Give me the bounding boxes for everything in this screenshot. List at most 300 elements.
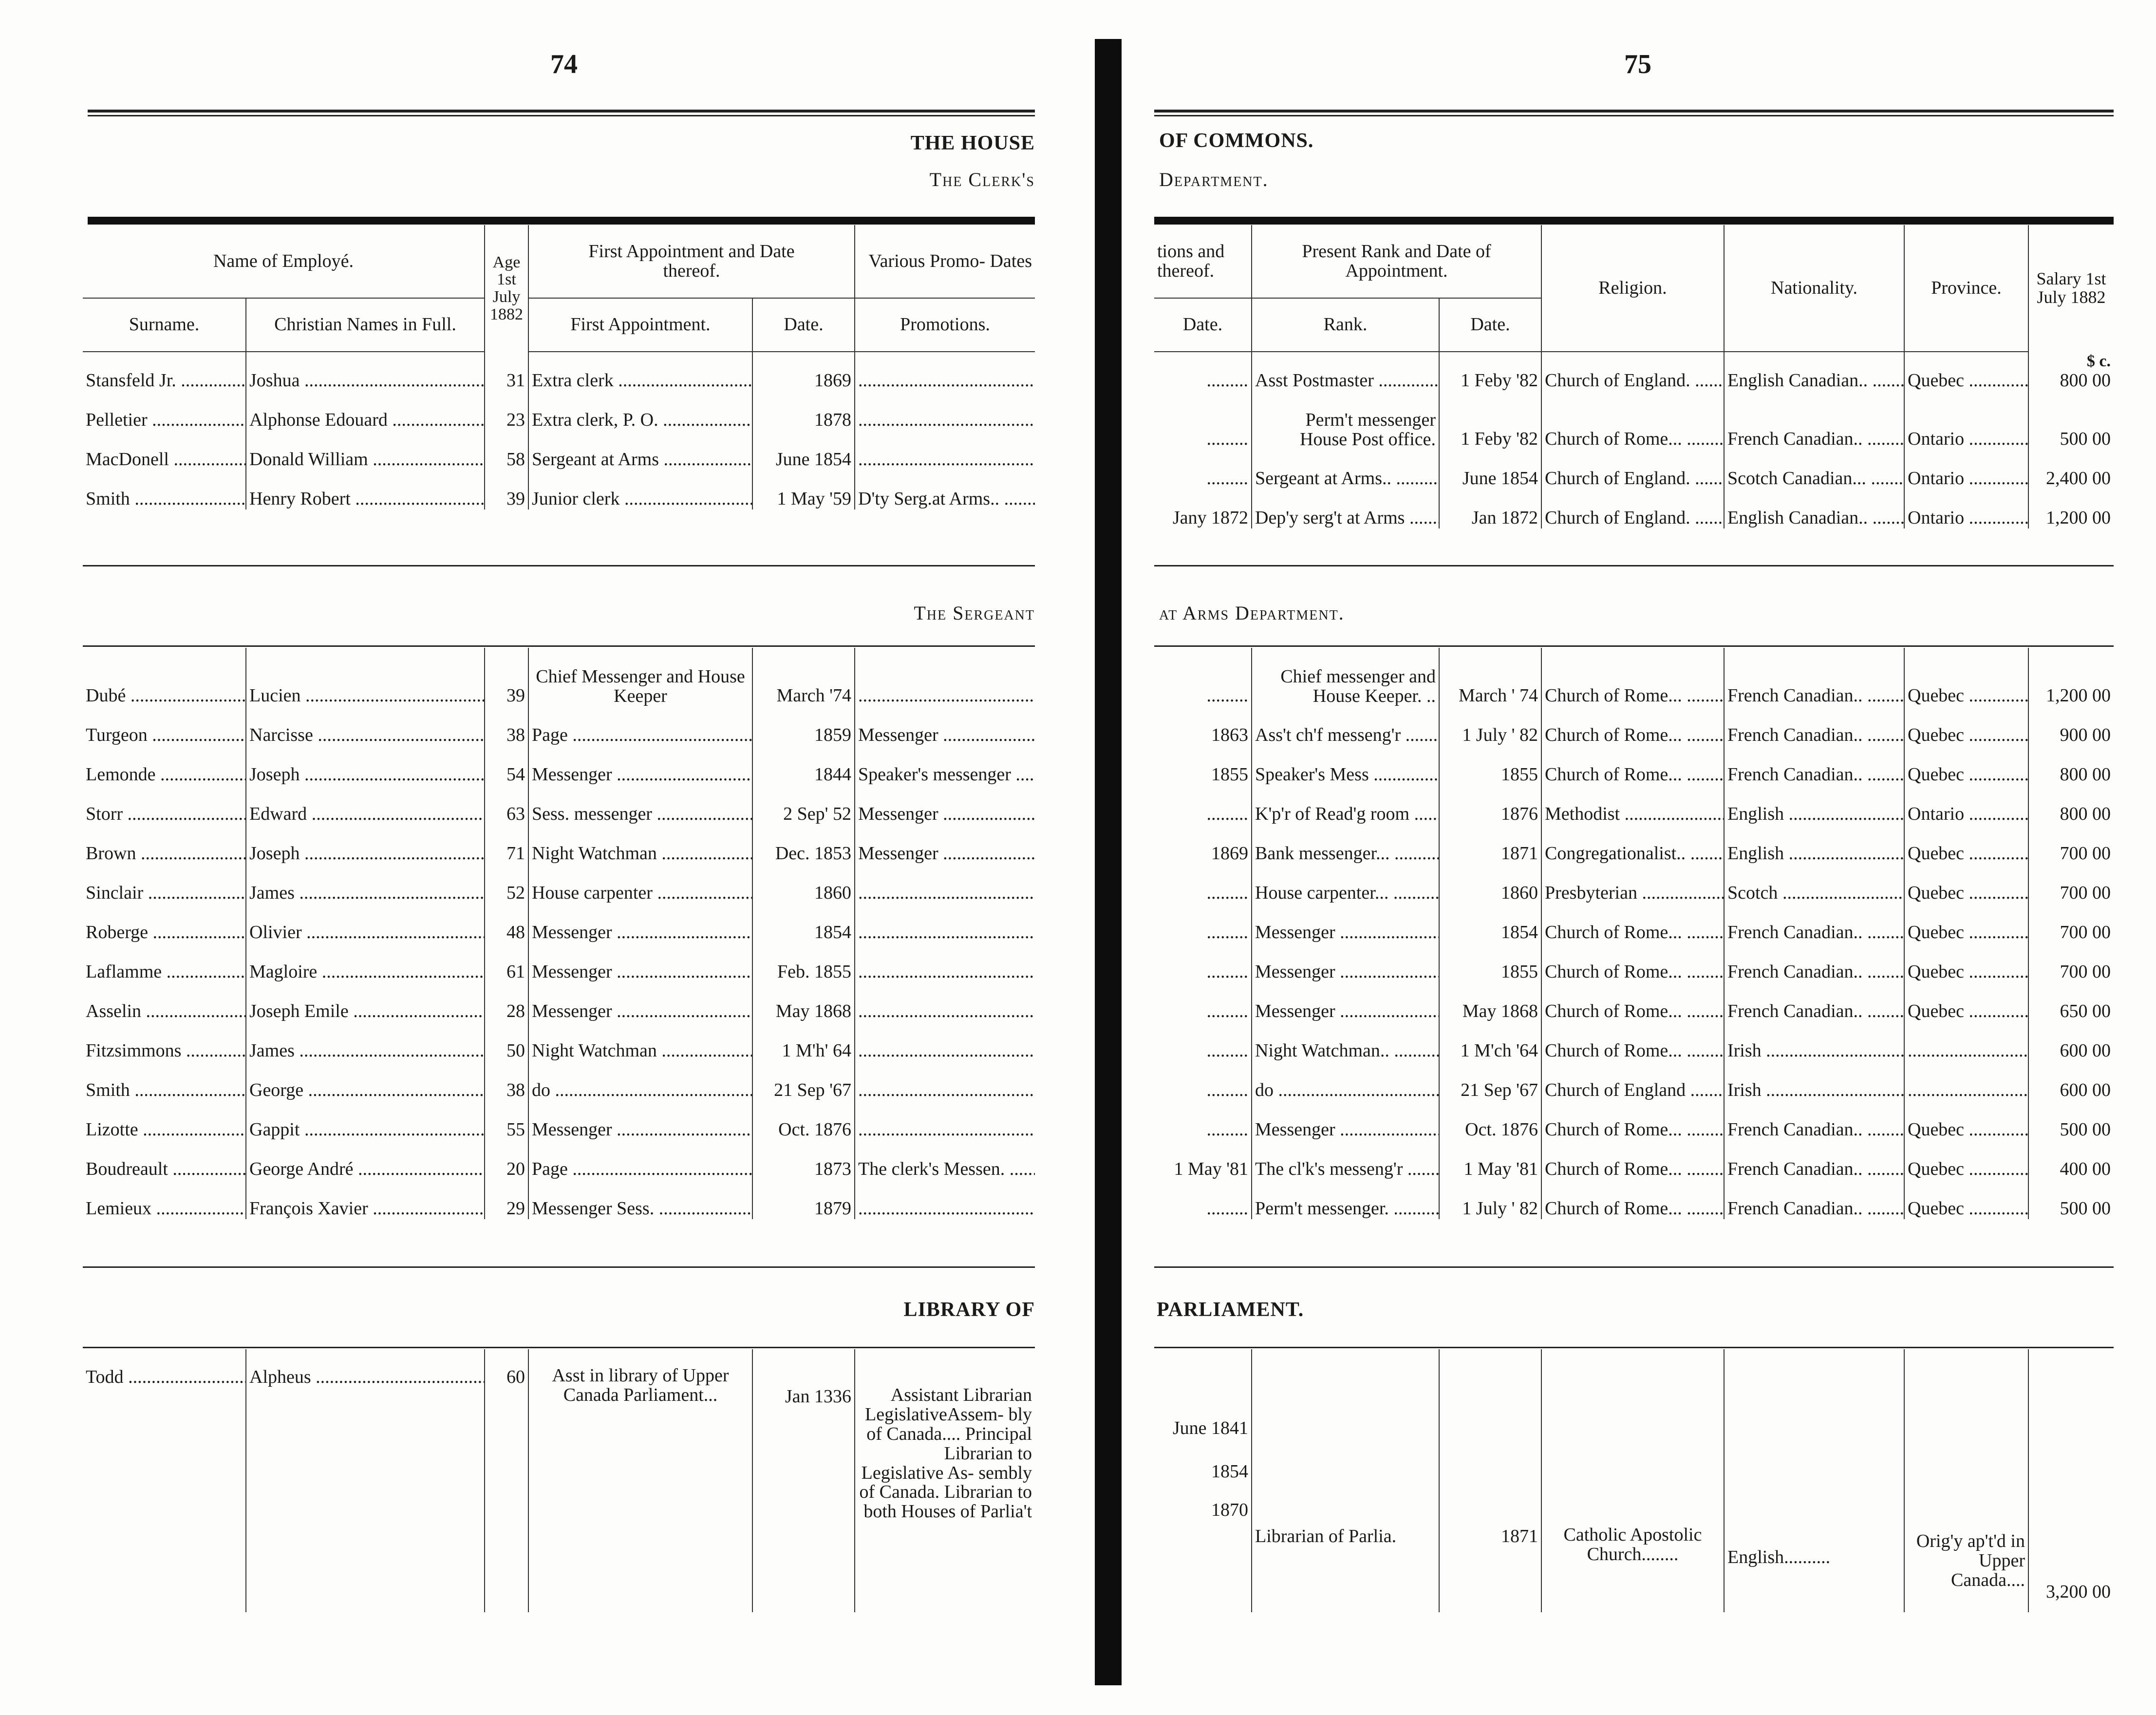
- christian-cell: Joseph .....: [246, 825, 485, 864]
- rank-date-cell: 1 July ' 82: [1439, 706, 1541, 746]
- religion-cell: Church of Rome... .....: [1541, 746, 1724, 785]
- table-row: [83, 746, 1035, 785]
- salary-cell: 400 00: [2028, 1140, 2114, 1180]
- table-row: [1154, 864, 2114, 904]
- table-row: [83, 648, 1035, 706]
- table-row: [1154, 706, 2114, 746]
- table-row: [83, 1101, 1035, 1140]
- nationality-cell: French Canadian.. .....: [1724, 706, 1904, 746]
- section-title-commons: OF COMMONS.: [1159, 130, 1314, 152]
- nationality-cell: French Canadian.. .....: [1724, 982, 1904, 1022]
- table-row: [83, 904, 1035, 943]
- first-appointment-cell: Extra clerk .....: [528, 352, 752, 391]
- promo-date-cell: .........: [1206, 1040, 1248, 1061]
- rank-cell: Messenger .....: [1252, 1101, 1439, 1140]
- nationality-cell: English .....: [1724, 825, 1904, 864]
- religion-cell: Congregationalist.. .....: [1541, 825, 1724, 864]
- nationality-cell: Irish .....: [1724, 1022, 1904, 1061]
- table-row: [83, 1061, 1035, 1101]
- rank-cell: Night Watchman.. .....: [1252, 1022, 1439, 1061]
- date-cell: 2 Sep' 52: [752, 785, 855, 825]
- province-cell: Quebec .....: [1904, 982, 2028, 1022]
- date-cell: Oct. 1876: [752, 1101, 855, 1140]
- table-row: [83, 864, 1035, 904]
- promo-date-cell: 1863: [1211, 725, 1248, 745]
- left-header-table: [83, 225, 1035, 352]
- table-row: [1154, 746, 2114, 785]
- christian-cell: Joshua .....: [246, 352, 485, 391]
- first-appointment-cell: Night Watchman .....: [528, 825, 752, 864]
- province-cell: Ontario .....: [1904, 785, 2028, 825]
- surname-cell: Storr .....: [83, 785, 246, 825]
- rule: [1154, 1347, 2114, 1348]
- promotions-cell: [855, 864, 1035, 904]
- section-title-library: PARLIAMENT.: [1157, 1299, 1304, 1321]
- religion-cell: Church of Rome... .....: [1541, 1101, 1724, 1140]
- rank-cell: Bank messenger... .....: [1252, 825, 1439, 864]
- surname-cell: Lemonde .....: [83, 746, 246, 785]
- christian-cell: James .....: [246, 1022, 485, 1061]
- nationality-cell: Scotch .....: [1724, 864, 1904, 904]
- promo-date-cell: 1 May '81: [1174, 1159, 1248, 1179]
- header-province: Province.: [1904, 225, 2028, 352]
- promotions-cell: [855, 648, 1035, 706]
- province-cell: Ontario .....: [1904, 489, 2028, 528]
- age-cell: 23: [485, 391, 528, 431]
- age-cell: 31: [485, 352, 528, 391]
- table-row: [83, 825, 1035, 864]
- section-title-clerks: The Clerk's: [929, 169, 1035, 190]
- nationality-cell: English..........: [1724, 1349, 1904, 1612]
- rank-date-cell: 1 Feby '82: [1439, 391, 1541, 450]
- promotions-cell: D'ty Serg.at Arms.. .....: [855, 470, 1035, 509]
- christian-cell: Joseph .....: [246, 746, 485, 785]
- rank-date-cell: 1854: [1439, 904, 1541, 943]
- table-row: [83, 706, 1035, 746]
- right-page: [1154, 0, 2156, 1715]
- surname-cell: Fitzsimmons .....: [83, 1022, 246, 1061]
- nationality-cell: French Canadian.. .....: [1724, 1180, 1904, 1219]
- header-date: Date.: [1154, 298, 1252, 352]
- right-header-table: [1154, 225, 2114, 352]
- header-christian: Christian Names in Full.: [246, 298, 485, 352]
- table-row: [1154, 943, 2114, 982]
- heavy-rule: [1154, 217, 2114, 225]
- nationality-cell: Irish .....: [1724, 1061, 1904, 1101]
- religion-cell: Church of Rome... .....: [1541, 982, 1724, 1022]
- rank-date-cell: 1 May '81: [1439, 1140, 1541, 1180]
- table-row: [83, 982, 1035, 1022]
- salary-cell: 700 00: [2028, 864, 2114, 904]
- left-page: [0, 0, 1071, 1715]
- left-clerks-table: [83, 352, 1035, 509]
- table-row: [1154, 352, 2114, 391]
- left-library-table: [83, 1349, 1035, 1612]
- christian-cell: Gappit .....: [246, 1101, 485, 1140]
- province-cell: Quebec .....: [1904, 825, 2028, 864]
- province-cell: Ontario .....: [1904, 450, 2028, 489]
- promo-date-cell: .........: [1206, 1198, 1248, 1219]
- promo-date-cell: .........: [1206, 468, 1248, 489]
- promotions-cell: [855, 943, 1035, 982]
- christian-cell: François Xavier .....: [246, 1180, 485, 1219]
- table-row: [1154, 1349, 2114, 1612]
- religion-cell: Methodist .....: [1541, 785, 1724, 825]
- date-cell: May 1868: [752, 982, 855, 1022]
- promotions-cell: [855, 982, 1035, 1022]
- religion-cell: Church of England. .....: [1541, 450, 1724, 489]
- rank-date-cell: 21 Sep '67: [1439, 1061, 1541, 1101]
- table-row: [83, 352, 1035, 391]
- date-cell: Dec. 1853: [752, 825, 855, 864]
- christian-cell: Donald William .....: [246, 431, 485, 470]
- age-cell: 71: [485, 825, 528, 864]
- header-promo-date-group: tions and thereof.: [1154, 225, 1252, 298]
- nationality-cell: French Canadian.. .....: [1724, 1101, 1904, 1140]
- rank-date-cell: 1 M'ch '64: [1439, 1022, 1541, 1061]
- nationality-cell: French Canadian.. .....: [1724, 904, 1904, 943]
- first-appointment-cell: Night Watchman .....: [528, 1022, 752, 1061]
- rank-cell: Speaker's Mess .....: [1252, 746, 1439, 785]
- section-title-library: LIBRARY OF: [903, 1299, 1035, 1321]
- rank-date-cell: 1876: [1439, 785, 1541, 825]
- table-row: [1154, 489, 2114, 528]
- salary-cell: 3,200 00: [2028, 1349, 2114, 1612]
- promo-date-cell: .........: [1206, 370, 1248, 391]
- date-cell: Feb. 1855: [752, 943, 855, 982]
- right-clerks-table: [1154, 352, 2114, 528]
- promo-date-cell: .........: [1206, 922, 1248, 942]
- nationality-cell: Scotch Canadian... .....: [1724, 450, 1904, 489]
- rank-date-cell: 1855: [1439, 746, 1541, 785]
- promo-date-cell: Jany 1872: [1172, 508, 1248, 528]
- age-cell: 54: [485, 746, 528, 785]
- section-title-department: Department.: [1159, 169, 1269, 190]
- surname-cell: Todd .....: [83, 1349, 246, 1612]
- header-nationality: Nationality.: [1724, 225, 1904, 352]
- salary-cell: 700 00: [2028, 825, 2114, 864]
- rank-date-cell: March ' 74: [1439, 648, 1541, 706]
- christian-cell: George .....: [246, 1061, 485, 1101]
- first-appointment-cell: Messenger .....: [528, 943, 752, 982]
- rank-date-cell: 1871: [1439, 825, 1541, 864]
- promo-date-cell: .........: [1206, 1119, 1248, 1140]
- surname-cell: Boudreault .....: [83, 1140, 246, 1180]
- promo-date-cell: .........: [1206, 961, 1248, 982]
- rank-cell: Sergeant at Arms.. .....: [1252, 450, 1439, 489]
- first-appointment-cell: Messenger .....: [528, 1101, 752, 1140]
- salary-cell: 500 00: [2028, 1101, 2114, 1140]
- table-row: [83, 1180, 1035, 1219]
- age-cell: 38: [485, 706, 528, 746]
- promo-date-cell: .........: [1206, 883, 1248, 903]
- promo-date-cell: .........: [1206, 1001, 1248, 1021]
- salary-cell: 600 00: [2028, 1022, 2114, 1061]
- promo-date-cell: 1869: [1211, 843, 1248, 864]
- age-cell: 63: [485, 785, 528, 825]
- table-row: [1154, 1061, 2114, 1101]
- currency-label: $ c.: [2086, 352, 2111, 370]
- rank-cell: Asst Postmaster .....: [1252, 352, 1439, 391]
- first-appointment-cell: Page .....: [528, 706, 752, 746]
- province-cell: Quebec .....: [1904, 1101, 2028, 1140]
- surname-cell: Asselin .....: [83, 982, 246, 1022]
- right-sergeant-table: [1154, 648, 2114, 1219]
- province-cell: Quebec .....: [1904, 352, 2028, 391]
- surname-cell: Roberge .....: [83, 904, 246, 943]
- header-salary: Salary 1st July 1882: [2028, 225, 2114, 352]
- christian-cell: Henry Robert .....: [246, 470, 485, 509]
- nationality-cell: French Canadian.. .....: [1724, 1140, 1904, 1180]
- promo-date-2: 1854: [1211, 1461, 1248, 1482]
- province-cell: Quebec .....: [1904, 904, 2028, 943]
- first-appointment-cell: Messenger .....: [528, 904, 752, 943]
- religion-cell: Church of Rome... .....: [1541, 1180, 1724, 1219]
- promotions-cell: Messenger .....: [855, 706, 1035, 746]
- salary-cell: 700 00: [2028, 904, 2114, 943]
- surname-cell: Stansfeld Jr. .....: [83, 352, 246, 391]
- rank-date-cell: 1855: [1439, 943, 1541, 982]
- rank-date-cell: Oct. 1876: [1439, 1101, 1541, 1140]
- nationality-cell: French Canadian.. .....: [1724, 746, 1904, 785]
- promotions-cell: Messenger .....: [855, 785, 1035, 825]
- religion-cell: Church of Rome... .....: [1541, 648, 1724, 706]
- table-row: [1154, 825, 2114, 864]
- province-cell: Quebec .....: [1904, 864, 2028, 904]
- province-cell: Ontario .....: [1904, 391, 2028, 450]
- promotions-cell: Speaker's messenger .....: [855, 746, 1035, 785]
- first-appointment-cell: House carpenter .....: [528, 864, 752, 904]
- first-cell: Asst in library of Upper Canada Parliament...: [528, 1349, 752, 1612]
- rank-date-cell: Jan 1872: [1439, 489, 1541, 528]
- religion-cell: Church of Rome... .....: [1541, 943, 1724, 982]
- nationality-cell: French Canadian.. .....: [1724, 943, 1904, 982]
- date-cell: 1859: [752, 706, 855, 746]
- christian-cell: Olivier .....: [246, 904, 485, 943]
- surname-cell: Pelletier .....: [83, 391, 246, 431]
- date-cell: 1873: [752, 1140, 855, 1180]
- salary-cell: $ c. 800 00: [2028, 352, 2114, 391]
- rule: [83, 1266, 1035, 1268]
- table-row: [83, 785, 1035, 825]
- promo-date-cell: .........: [1206, 685, 1248, 706]
- religion-cell: Church of England. .....: [1541, 352, 1724, 391]
- first-appointment-cell: Messenger Sess. .....: [528, 1180, 752, 1219]
- religion-cell: Church of Rome... .....: [1541, 1140, 1724, 1180]
- salary-cell: 1,200 00: [2028, 648, 2114, 706]
- rank-cell: Perm't messenger. .....: [1252, 1180, 1439, 1219]
- header-religion: Religion.: [1541, 225, 1724, 352]
- promo-cell: Assistant Librarian LegislativeAssem- bly of Canada.... Principal Librarian to Legislative As- sembly of Canada. Librarian to both Houses of Parlia't: [855, 1349, 1035, 1612]
- promo-date-cell: .........: [1206, 804, 1248, 824]
- religion-cell: Church of Rome... .....: [1541, 391, 1724, 450]
- date-cell: June 1854: [752, 431, 855, 470]
- christian-cell: Alphonse Edouard .....: [246, 391, 485, 431]
- rank-date-cell: May 1868: [1439, 982, 1541, 1022]
- christian-cell: Alpheus .....: [246, 1349, 485, 1612]
- province-cell: Quebec .....: [1904, 943, 2028, 982]
- promotions-cell: [855, 352, 1035, 391]
- nationality-cell: English Canadian.. .....: [1724, 352, 1904, 391]
- section-title-sergeant: The Sergeant: [914, 602, 1035, 624]
- table-row: [1154, 1180, 2114, 1219]
- age-cell: 29: [485, 1180, 528, 1219]
- rank-date-cell: 1 Feby '82: [1439, 352, 1541, 391]
- age-cell: 48: [485, 904, 528, 943]
- christian-cell: George André .....: [246, 1140, 485, 1180]
- top-rule: [1154, 110, 2114, 116]
- religion-cell: Church of Rome... .....: [1541, 706, 1724, 746]
- rank-cell: Chief messenger and House Keeper. ..: [1252, 648, 1439, 706]
- table-row: [1154, 1101, 2114, 1140]
- age-cell: 55: [485, 1101, 528, 1140]
- religion-cell: Church of Rome... .....: [1541, 1022, 1724, 1061]
- left-sergeant-table: [83, 648, 1035, 1219]
- header-promotions: Promotions.: [855, 298, 1035, 352]
- header-present-group: Present Rank and Date of Appointment.: [1252, 225, 1541, 298]
- table-row: [1154, 648, 2114, 706]
- header-various-group: Various Promo- Dates: [855, 225, 1035, 298]
- nationality-cell: French Canadian.. .....: [1724, 648, 1904, 706]
- promotions-cell: Messenger .....: [855, 825, 1035, 864]
- promotions-cell: [855, 391, 1035, 431]
- first-appointment-cell: Sess. messenger .....: [528, 785, 752, 825]
- nationality-cell: English Canadian.. .....: [1724, 489, 1904, 528]
- salary-cell: 800 00: [2028, 785, 2114, 825]
- religion-cell: Church of Rome... .....: [1541, 904, 1724, 943]
- table-row: [83, 943, 1035, 982]
- rank-cell: Librarian of Parlia.: [1252, 1349, 1439, 1612]
- rule: [83, 565, 1035, 566]
- header-date: Date.: [752, 298, 855, 352]
- salary-cell: 900 00: [2028, 706, 2114, 746]
- book-spine: [1095, 39, 1122, 1685]
- salary-cell: 2,400 00: [2028, 450, 2114, 489]
- rank-cell: The cl'k's messeng'r .....: [1252, 1140, 1439, 1180]
- promo-date-3: 1870: [1211, 1500, 1248, 1520]
- table-row: [1154, 391, 2114, 450]
- table-row: [1154, 982, 2114, 1022]
- surname-cell: Dubé .....: [83, 648, 246, 706]
- heavy-rule: [88, 217, 1035, 225]
- province-cell: Orig'y ap't'd in Upper Canada....: [1904, 1349, 2028, 1612]
- promotions-cell: [855, 1101, 1035, 1140]
- promotions-cell: [855, 1022, 1035, 1061]
- rank-cell: K'p'r of Read'g room .....: [1252, 785, 1439, 825]
- age-cell: 58: [485, 431, 528, 470]
- surname-cell: Turgeon .....: [83, 706, 246, 746]
- rank-date-cell: 1 July ' 82: [1439, 1180, 1541, 1219]
- surname-cell: Smith .....: [83, 1061, 246, 1101]
- header-rank: Rank.: [1252, 298, 1439, 352]
- top-rule: [88, 110, 1035, 116]
- header-age: Age 1st July 1882: [485, 225, 528, 352]
- rank-date-cell: June 1854: [1439, 450, 1541, 489]
- rank-cell: Messenger .....: [1252, 943, 1439, 982]
- rank-cell: do .....: [1252, 1061, 1439, 1101]
- first-appointment-cell: do .....: [528, 1061, 752, 1101]
- table-row: [1154, 785, 2114, 825]
- province-cell: [1904, 1061, 2028, 1101]
- rule: [83, 1347, 1035, 1348]
- table-row: [1154, 450, 2114, 489]
- first-appointment-cell: Junior clerk .....: [528, 470, 752, 509]
- surname-cell: Lizotte .....: [83, 1101, 246, 1140]
- rank-cell: Messenger .....: [1252, 904, 1439, 943]
- rank-cell: House carpenter... .....: [1252, 864, 1439, 904]
- province-cell: Quebec .....: [1904, 648, 2028, 706]
- date-cell: 1854: [752, 904, 855, 943]
- religion-cell: Catholic Apostolic Church........: [1541, 1349, 1724, 1612]
- rule: [1154, 565, 2114, 566]
- age-cell: 20: [485, 1140, 528, 1180]
- age-cell: 39: [485, 470, 528, 509]
- promo-date-1: June 1841: [1172, 1418, 1248, 1438]
- promo-date-cell: [1154, 1349, 1252, 1612]
- promotions-cell: [855, 1180, 1035, 1219]
- date-cell: 21 Sep '67: [752, 1061, 855, 1101]
- date-cell: 1844: [752, 746, 855, 785]
- province-cell: [1904, 1022, 2028, 1061]
- first-appointment-cell: Chief Messenger and House Keeper: [528, 648, 752, 706]
- table-row: [83, 431, 1035, 470]
- religion-cell: Church of England .....: [1541, 1061, 1724, 1101]
- first-appointment-cell: Extra clerk, P. O. .....: [528, 391, 752, 431]
- table-row: [1154, 1022, 2114, 1061]
- table-row: [83, 1140, 1035, 1180]
- rank-cell: Ass't ch'f messeng'r .....: [1252, 706, 1439, 746]
- surname-cell: Brown .....: [83, 825, 246, 864]
- promotions-cell: [855, 1061, 1035, 1101]
- header-first-group: First Appointment and Date thereof.: [528, 225, 855, 298]
- christian-cell: Narcisse .....: [246, 706, 485, 746]
- right-library-table: [1154, 1349, 2114, 1612]
- christian-cell: Magloire .....: [246, 943, 485, 982]
- table-row: [83, 1022, 1035, 1061]
- christian-cell: James .....: [246, 864, 485, 904]
- promotions-cell: The clerk's Messen. .....: [855, 1140, 1035, 1180]
- header-surname: Surname.: [83, 298, 246, 352]
- header-name-group: Name of Employé.: [83, 225, 485, 298]
- salary-cell: 700 00: [2028, 943, 2114, 982]
- rank-cell: Messenger .....: [1252, 982, 1439, 1022]
- christian-cell: Edward .....: [246, 785, 485, 825]
- header-rank-date: Date.: [1439, 298, 1541, 352]
- header-first-appointment: First Appointment.: [528, 298, 752, 352]
- rule: [83, 645, 1035, 647]
- surname-cell: Laflamme .....: [83, 943, 246, 982]
- age-cell: 52: [485, 864, 528, 904]
- salary-cell: 500 00: [2028, 1180, 2114, 1219]
- promo-date-cell: .........: [1206, 429, 1248, 449]
- date-cell: 1860: [752, 864, 855, 904]
- religion-cell: Church of England. .....: [1541, 489, 1724, 528]
- first-appointment-cell: Messenger .....: [528, 746, 752, 785]
- table-row: [83, 1349, 1035, 1612]
- date-cell: 1 May '59: [752, 470, 855, 509]
- table-row: [83, 470, 1035, 509]
- age-cell: 61: [485, 943, 528, 982]
- surname-cell: MacDonell .....: [83, 431, 246, 470]
- first-appointment-cell: Messenger .....: [528, 982, 752, 1022]
- age-cell: 39: [485, 648, 528, 706]
- section-title-sergeant: at Arms Department.: [1159, 602, 1345, 624]
- promotions-cell: [855, 431, 1035, 470]
- salary-cell: 600 00: [2028, 1061, 2114, 1101]
- first-appointment-cell: Sergeant at Arms .....: [528, 431, 752, 470]
- province-cell: Quebec .....: [1904, 706, 2028, 746]
- age-cell: 50: [485, 1022, 528, 1061]
